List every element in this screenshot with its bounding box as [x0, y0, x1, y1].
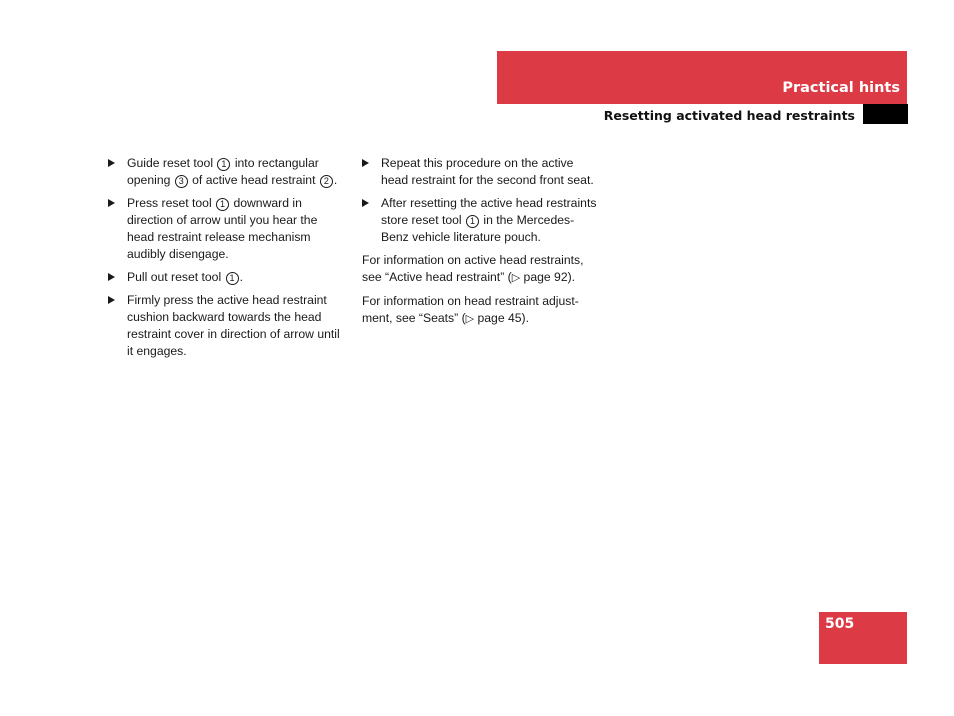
instruction-guide-tool	[108, 155, 346, 189]
callout-number: 1	[216, 198, 229, 211]
bullet-arrow-icon	[108, 296, 115, 304]
page-number: 505	[825, 616, 855, 632]
instruction-pull-out	[108, 269, 346, 286]
text: into rectangular opening	[127, 156, 319, 187]
reference-active-head-restraint	[362, 252, 600, 287]
text: .	[333, 173, 338, 187]
callout-number: 3	[175, 175, 188, 188]
text: in the Mercedes-Benz vehicle literature pouch.	[381, 213, 575, 244]
text: Repeat this procedure on the active head restraint for the second front seat.	[381, 156, 594, 187]
text: Pull out reset tool	[127, 270, 225, 284]
page-ref-arrow-icon: ▷	[511, 272, 521, 284]
text: page 45).	[474, 311, 529, 325]
text: For information on head restraint adjust-ment, see “Seats” (	[362, 294, 579, 325]
callout-number: 1	[466, 215, 479, 228]
bullet-arrow-icon	[362, 199, 369, 207]
text: page 92).	[520, 270, 576, 284]
instruction-repeat	[362, 155, 600, 189]
left-column	[108, 155, 346, 366]
text: Firmly press the active head restraint cushion backward towards the head restraint cover in direction of arrow until it engages.	[127, 293, 340, 358]
instruction-press-cushion	[108, 292, 346, 360]
text: After resetting the active head restraints store reset tool	[381, 196, 597, 227]
right-column	[362, 155, 600, 334]
bullet-arrow-icon	[108, 273, 115, 281]
callout-number: 2	[320, 175, 333, 188]
subsection-title: Resetting activated head restraints	[603, 108, 855, 123]
instruction-press-tool	[108, 195, 346, 263]
instruction-store-tool	[362, 195, 600, 246]
callout-number: 1	[226, 272, 239, 285]
section-tab	[863, 104, 908, 124]
callout-number: 1	[217, 158, 230, 171]
text: Guide reset tool	[127, 156, 217, 170]
text: Press reset tool	[127, 196, 216, 210]
text: For information on active head restraints, see “Active head restraint” (	[362, 253, 584, 284]
bullet-arrow-icon	[108, 199, 115, 207]
header-bar	[497, 51, 907, 104]
bullet-arrow-icon	[362, 159, 369, 167]
bullet-arrow-icon	[108, 159, 115, 167]
text: downward in direction of arrow until you hear the head restraint release mechanism audibly disengage.	[127, 196, 318, 261]
reference-seats	[362, 293, 600, 328]
page-ref-arrow-icon: ▷	[465, 313, 475, 325]
section-title: Practical hints	[782, 80, 900, 96]
text: of active head restraint	[188, 173, 319, 187]
text: .	[239, 270, 243, 284]
